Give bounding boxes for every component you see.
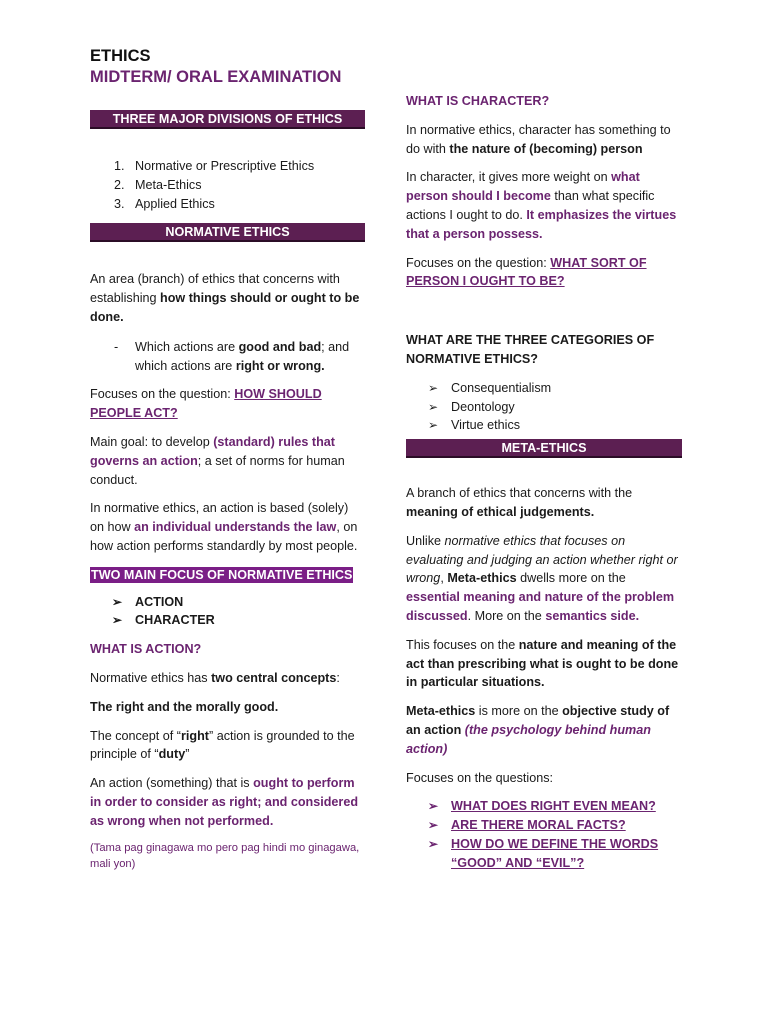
meta-nature-text: This focuses on the nature and meaning of the act than prescribing what is ought to be done in particular situations. (406, 637, 679, 690)
right-column (406, 92, 682, 873)
page-title: ETHICS (90, 47, 151, 65)
list-item: ➢ Deontology (406, 398, 682, 417)
meta-questions-list (406, 797, 682, 872)
list-item: ➢ Consequentialism (406, 379, 682, 398)
focus-heading-row (90, 566, 365, 585)
action-heading: WHAT IS ACTION? (90, 642, 202, 657)
normative-dash-list (90, 338, 365, 376)
divisions-list (90, 157, 365, 213)
arrow-icon: ➢ (428, 836, 439, 851)
list-item: ➢ CHARACTER (90, 611, 365, 630)
focus-heading: TWO MAIN FOCUS OF NORMATIVE ETHICS (91, 567, 353, 582)
categories-heading: WHAT ARE THE THREE CATEGORIES OF NORMATIVE ETHICS? (406, 333, 655, 366)
list-item: - Which actions are good and bad; and which actions are right or wrong. (114, 339, 350, 373)
arrow-icon: ➢ (428, 380, 439, 395)
arrow-icon: ➢ (112, 594, 123, 609)
tagalog-note: (Tama pag ginagawa mo pero pag hindi mo ginagawa, mali yon) (90, 841, 360, 870)
categories-list (406, 379, 682, 435)
meta-objective-text: Meta-ethics is more on the objective study of an action (the psychology behind human action) (406, 704, 670, 756)
meta-heading: META-ETHICS (406, 439, 682, 458)
normative-question: Focuses on the question: HOW SHOULD PEOPLE ACT? (90, 387, 322, 421)
left-column (90, 46, 365, 872)
normative-goal: Main goal: to develop (standard) rules that governs an action; a set of norms for human conduct. (90, 434, 345, 487)
arrow-icon: ➢ (428, 799, 439, 814)
page-subtitle: MIDTERM/ ORAL EXAMINATION (90, 68, 342, 86)
meta-unlike-text: Unlike normative ethics that focuses on evaluating and judging an action whether right or wrong, Meta-ethics dwells more on the essential meaning and nature of the problem discussed. More on the semantics side. (406, 533, 678, 623)
normative-based: In normative ethics, an action is based (solely) on how an individual understands the law, on how action performs standardly by most people. (90, 501, 358, 553)
arrow-icon: ➢ (428, 818, 439, 833)
list-item: 3. Applied Ethics (114, 196, 215, 211)
arrow-icon: ➢ (428, 418, 439, 433)
character-question: Focuses on the question: WHAT SORT OF PERSON I OUGHT TO BE? (406, 255, 647, 289)
arrow-icon: ➢ (112, 613, 123, 628)
character-heading: WHAT IS CHARACTER? (406, 94, 550, 108)
focus-list (90, 593, 365, 631)
concept-right-text: The concept of “right” action is grounded to the principle of “duty” (90, 728, 355, 762)
list-item: 1. Normative or Prescriptive Ethics (114, 159, 315, 173)
list-item: ➢ ARE THERE MORAL FACTS? (406, 816, 682, 835)
arrow-icon: ➢ (428, 399, 439, 414)
character-text-1: In normative ethics, character has something to do with the nature of (becoming) person (406, 122, 671, 156)
normative-definition: An area (branch) of ethics that concerns with establishing how things should or ought to be done. (90, 272, 360, 324)
list-item: ➢ WHAT DOES RIGHT EVEN MEAN? (406, 797, 682, 816)
right-good-text: The right and the morally good. (90, 699, 279, 714)
character-text-2: In character, it gives more weight on what person should I become than what specific actions I ought to do. It emphasizes the virtues that a person possess. (406, 170, 677, 241)
action-definition: An action (something) that is ought to perform in order to consider as right; and considered as wrong when not performed. (90, 776, 359, 828)
divisions-heading: THREE MAJOR DIVISIONS OF ETHICS (90, 110, 365, 129)
meta-questions-intro: Focuses on the questions: (406, 770, 554, 785)
normative-heading: NORMATIVE ETHICS (90, 223, 365, 242)
list-item: ➢ HOW DO WE DEFINE THE WORDS “GOOD” AND “EVIL”? (428, 836, 659, 870)
meta-definition: A branch of ethics that concerns with the meaning of ethical judgements. (406, 486, 633, 519)
list-item: 2. Meta-Ethics (114, 177, 202, 192)
list-item: ➢ ACTION (90, 593, 365, 612)
list-item: ➢ Virtue ethics (406, 416, 682, 435)
concepts-text: Normative ethics has two central concepts: (90, 670, 340, 685)
